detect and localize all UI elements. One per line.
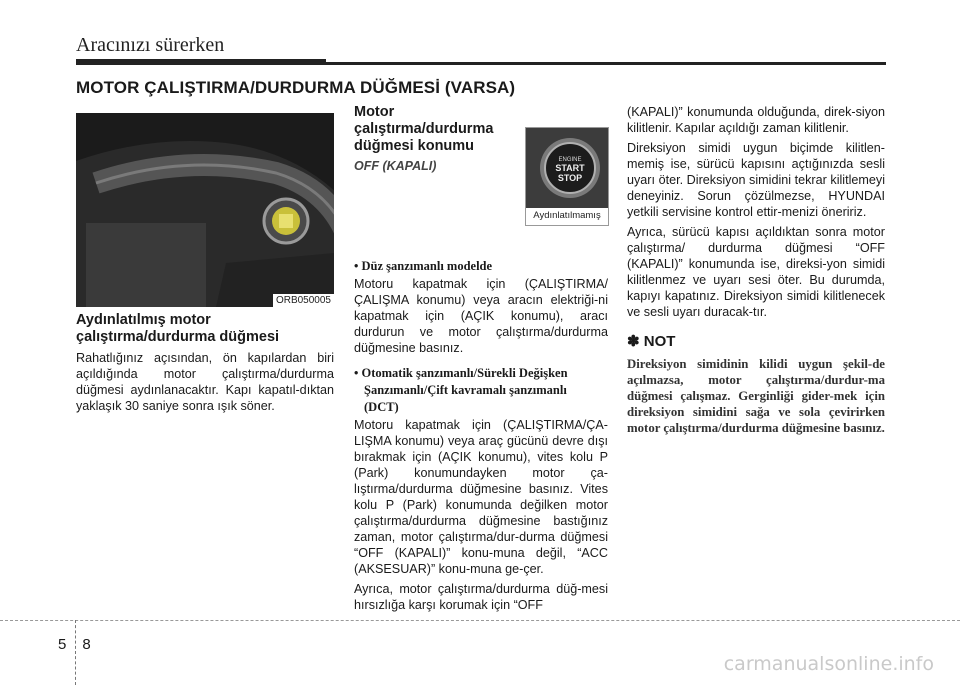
anti-theft-text: Ayrıca, motor çalıştırma/durdurma düğ-mesi hırsızlığa karşı korumak için “OFF xyxy=(354,582,608,612)
inset-caption: Aydınlatılmamış xyxy=(533,210,601,221)
button-label-stop: STOP xyxy=(557,173,583,183)
illuminated-button-heading: Aydınlatılmış motor çalıştırma/durdurma düğmesi xyxy=(76,312,280,345)
note-heading xyxy=(627,332,885,350)
button-position-heading: Motor çalıştırma/durdurma düğmesi konumu xyxy=(354,104,494,154)
footer-rule xyxy=(0,620,960,622)
page-number: 58 xyxy=(58,636,107,653)
button-label-start: START xyxy=(555,163,585,173)
spacer xyxy=(354,173,608,259)
automatic-transmission-bullet-line1: • Otomatik şanzımanlı/Sürekli Değişken xyxy=(354,366,568,380)
automatic-transmission-bullet-line2: Şanzımanlı/Çift kavramalı şanzımanlı xyxy=(364,383,567,397)
illuminated-button-text: Rahatlığınız açısından, ön kapılardan biri açıldığında motor çalıştırma/durdurma düğmesi aydınlanacaktır. Kapı kapatıl-dıktan yaklaşık 30 saniye sonra ışık söner. xyxy=(76,351,334,413)
steering-warning-text: Direksiyon simidi uygun biçimde kilitlen-memiş ise, sürücü kapısını açtığınızda sesli uyarı öter. Direksiyon simidini tekrar kilitlemeyi deneyiniz. Sorun çözülmezse, HYUNDAI yetkili servisine kontrol ettir-menizi öneririz. xyxy=(627,141,885,219)
section-title: MOTOR ÇALIŞTIRMA/DURDURMA DÜĞMESİ (VARSA) xyxy=(76,78,516,97)
header-rule-accent xyxy=(76,59,326,65)
driver-door-text: Ayrıca, sürücü kapısı açıldıktan sonra motor çalıştırma/ durdurma düğmesi “OFF (KAPALI)” konumunda ise, direksi-yon simidi kilitlenmez ve uyarı sesi öter. Bu durumda, kapıyı kapatınız. Direksiyon simidi kilitlenecek ve sesli uyarı duracak-tır. xyxy=(627,225,885,319)
figure-code: ORB050005 xyxy=(273,294,334,307)
automatic-transmission-bullet-line3: (DCT) xyxy=(364,400,399,414)
steering-wheel-photo xyxy=(76,113,334,307)
chapter-title: Aracınızı sürerken xyxy=(76,34,225,56)
button-label-engine: ENGINE xyxy=(558,157,582,163)
steering-lock-text: (KAPALI)” konumunda olduğunda, direk-siyon kilitlenir. Kapılar açıldığı zaman kilitlenir. xyxy=(627,105,885,135)
manual-transmission-bullet: • Düz şanzımanlı modelde xyxy=(354,259,493,273)
watermark: carmanualsonline.info xyxy=(723,653,934,675)
note-body: Direksiyon simidinin kilidi uygun şekil-de açılmazsa, motor çalıştırma/durdur-ma düğmesi çalışmaz. Gerginliği gider-mek için direksiyon simidini sağa ve sola çevirirken motor çalıştırma/durdurma düğmesine basınız. xyxy=(627,357,885,435)
note-star-icon: ✽ xyxy=(627,333,640,350)
column-1 xyxy=(76,312,334,418)
manual-transmission-text: Motoru kapatmak için (ÇALIŞTIRMA/ ÇALIŞMA konumu) veya aracın elektriği-ni kapatmak için (AÇIK konumu), aracı durdurun ve motor çalıştırma/durdurma düğmesine basınız. xyxy=(354,277,608,355)
steering-wheel-illustration xyxy=(76,113,334,307)
off-position-subheading: OFF (KAPALI) xyxy=(354,159,437,173)
note-title: NOT xyxy=(643,333,676,350)
column-2 xyxy=(354,104,608,617)
automatic-transmission-text: Motoru kapatmak için (ÇALIŞTIRMA/ÇA-LIŞMA konumu) veya araç gücünü devre dışı bırakmak için (AÇIK konumu), vites kolu P (Park) konumundayken motor ça-lıştırma/durdurma düğmesine basınız. Vites kolu P (Park) konumunda değilken motor çalıştırma/durdurma düğmesine bastığınız zaman, motor çalıştırma/dur-durma düğmesi “OFF (KAPALI)” konu-muna değil, “ACC (AKSESUAR)” konu-muna ge-çer. xyxy=(354,418,608,576)
column-3 xyxy=(627,104,885,436)
